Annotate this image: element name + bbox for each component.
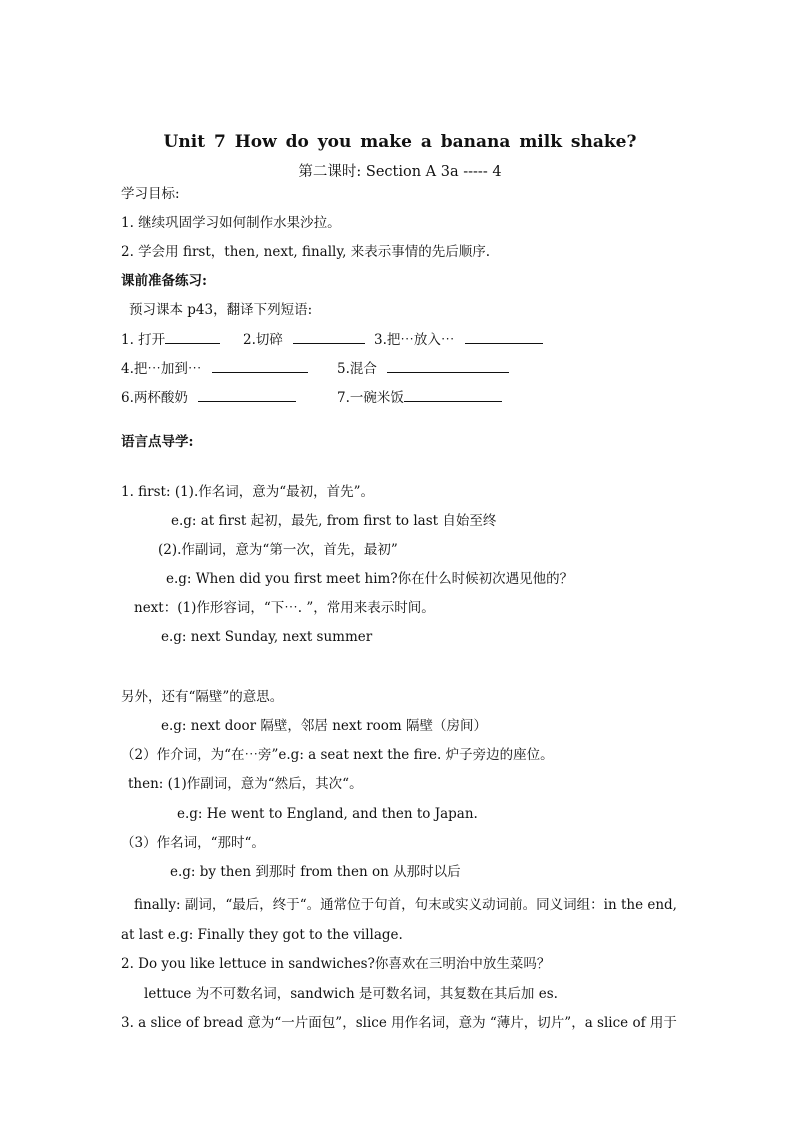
guide-line: e.g: When did you first meet him?你在什么时候初次遇见他的？ [166,571,574,587]
answer-blank [404,388,502,402]
guide-line: finally: 副词，“最后，终于“。通常位于句首，句末或实义动词前。同义词组：in the end, [134,897,677,913]
guide-line: e.g: by then 到那时 from then on 从那时以后 [170,864,461,880]
phrase-label: 5.混合 [337,361,377,377]
phrase-label: 7.一碗米饭 [337,390,404,406]
answer-blank [293,330,365,344]
phrase-3 [374,330,543,349]
guide-line: （3）作名词，“那时“。 [121,835,265,851]
answer-blank [165,330,220,344]
guide-line: lettuce 为不可数名词，sandwich 是可数名词，其复数在其后加 es. [144,986,558,1002]
phrase-5 [337,359,509,378]
prep-instruction: 预习课本 p43，翻译下列短语: [129,302,313,318]
answer-blank [212,359,308,373]
phrase-4 [121,359,308,378]
guide-line: at last e.g: Finally they got to the village. [121,927,403,943]
guide-heading: 语言点导学: [121,434,194,450]
phrase-label: 2.切碎 [243,332,283,348]
phrase-2 [243,330,365,349]
guide-line: 另外，还有“隔壁”的意思。 [121,689,284,705]
phrase-7 [337,388,502,407]
document-subtitle: 第二课时: Section A 3a ----- 4 [298,164,502,180]
answer-blank [387,359,509,373]
guide-line: 1. first: (1).作名词，意为“最初，首先”。 [121,484,375,500]
phrase-label: 4.把⋯加到⋯ [121,361,202,377]
phrase-label: 1. 打开 [121,332,166,348]
prep-heading: 课前准备练习: [121,273,207,289]
guide-line: e.g: next door 隔壁，邻居 next room 隔壁（房间） [161,718,488,734]
document-title: Unit 7 How do you make a banana milk shake? [163,132,637,152]
objectives-heading: 学习目标: [121,186,180,202]
guide-line: e.g: next Sunday, next summer [161,629,373,645]
guide-line: e.g: at first 起初，最先, from first to last 自始至终 [171,513,497,529]
answer-blank [198,388,296,402]
guide-line: 3. a slice of bread 意为“一片面包”，slice 用作名词，意为 “薄片，切片”，a slice of 用于 [121,1015,677,1031]
phrase-6 [121,388,296,407]
phrase-label: 3.把⋯放入⋯ [374,332,455,348]
guide-line: (2).作副词，意为“第一次，首先，最初” [158,542,398,558]
objective-item: 1. 继续巩固学习如何制作水果沙拉。 [121,215,341,231]
objective-item: 2. 学会用 first，then, next, finally, 来表示事情的先后顺序. [121,244,491,260]
guide-line: （2）作介词，为“在⋯旁”e.g: a seat next the fire. 炉子旁边的座位。 [121,747,554,763]
phrase-1 [121,330,220,349]
guide-line: then: (1)作副词，意为“然后，其次“。 [128,776,363,792]
guide-line: next：(1)作形容词，“下⋯. ”，常用来表示时间。 [134,600,435,616]
answer-blank [465,330,543,344]
guide-line: 2. Do you like lettuce in sandwiches?你喜欢在三明治中放生菜吗？ [121,956,551,972]
phrase-label: 6.两杯酸奶 [121,390,188,406]
guide-line: e.g: He went to England, and then to Japan. [177,806,478,822]
